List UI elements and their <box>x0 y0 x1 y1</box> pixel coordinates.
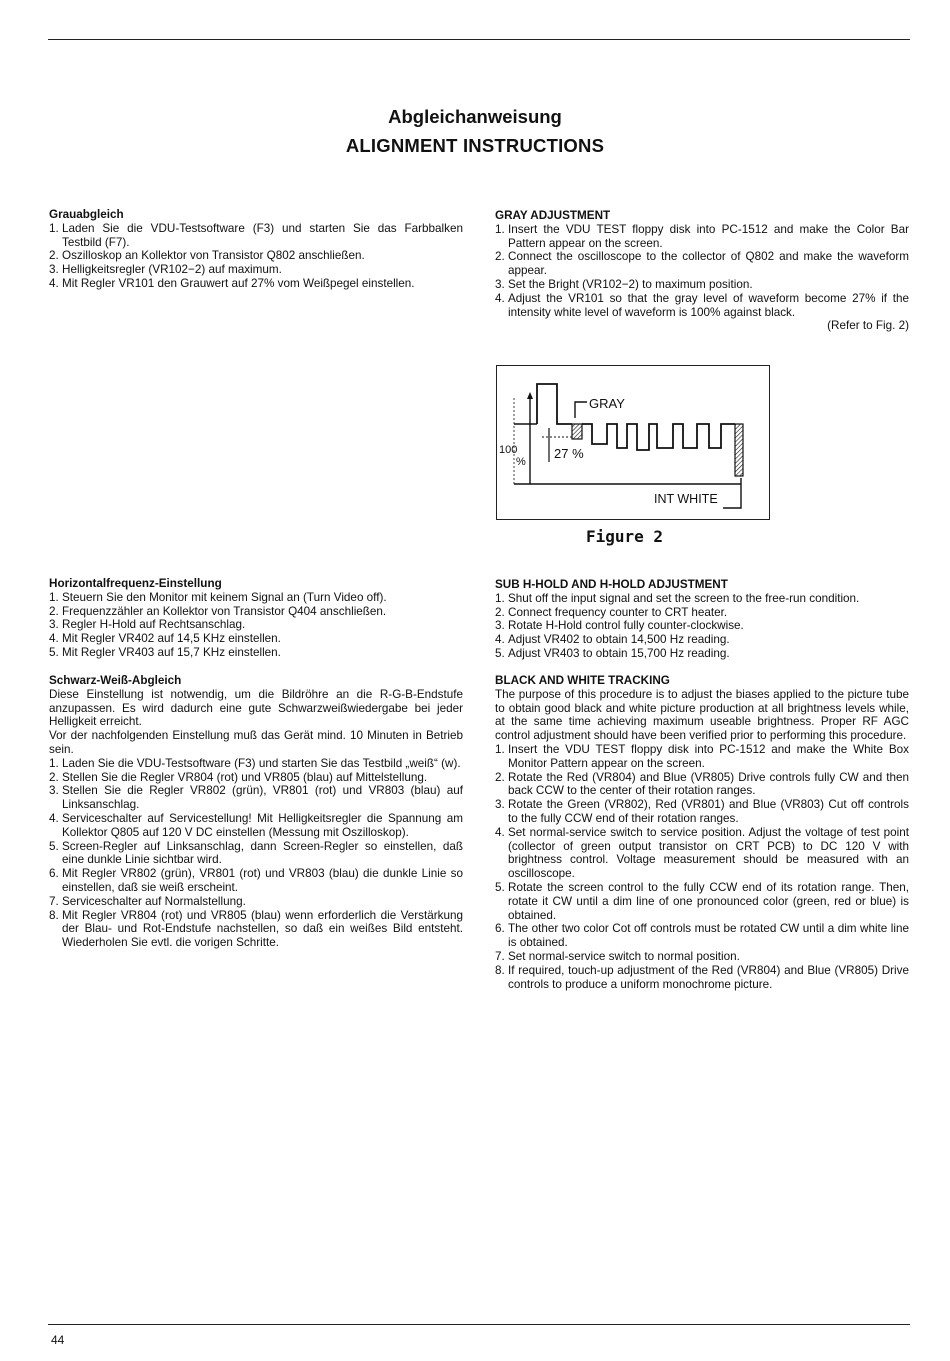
gray-label: GRAY <box>589 396 625 411</box>
list-item: 5. Adjust VR403 to obtain 15,700 Hz reading. <box>495 646 730 660</box>
list-item: 2. Connect frequency counter to CRT heater. <box>495 605 728 619</box>
section-sub-h-hold <box>495 578 909 661</box>
figure-reference: (Refer to Fig. 2) <box>827 319 909 333</box>
section-heading: BLACK AND WHITE TRACKING <box>495 674 670 687</box>
waveform-figure <box>496 365 770 520</box>
intro-paragraph: Vor der nachfolgenden Einstellung muß das Gerät mind. 10 Minuten in Betrieb sein. <box>49 729 463 756</box>
step-list <box>495 223 909 320</box>
list-item: 8. Mit Regler VR804 (rot) und VR805 (blau) wenn erforderlich die Verstärkung der Blau- und Rot-Endstufe nachstellen, so daß ein weißes Bild entsteht. Wiederholen Sie evtl. die vorigen Schritte. <box>49 908 463 950</box>
figure-caption: Figure 2 <box>586 527 664 546</box>
int-white-pulse <box>735 424 743 476</box>
list-item: 3. Stellen Sie die Regler VR802 (grün), VR801 (rot) und VR803 (blau) auf Linksanschlag. <box>49 784 463 812</box>
list-item: 1. Steuern Sie den Monitor mit keinem Signal an (Turn Video off). <box>49 590 387 604</box>
intro-paragraph: Diese Einstellung ist notwendig, um die Bildröhre an die R-G-B-Endstufe anzupassen. Es wird dadurch eine gute Schwarzweißwiedergabe bei jeder Helligkeit erreicht. <box>49 687 463 729</box>
list-item: 5. Mit Regler VR403 auf 15,7 KHz einstellen. <box>49 645 281 659</box>
section-schwarz-weiss <box>49 674 463 950</box>
list-item: 2. Stellen Sie die Regler VR804 (rot) und VR805 (blau) auf Mittelstellung. <box>49 770 428 784</box>
list-item: 3. Helligkeitsregler (VR102−2) auf maximum. <box>49 263 282 277</box>
intro-paragraph: The purpose of this procedure is to adjust the biases applied to the picture tube to obtain good black and white picture production at all brightness levels while, at the same time achieving maximum useable brightness. Proper RF AGC control adjustment should have been verified prior to performing this procedure. <box>495 687 909 743</box>
gray-bar <box>572 424 582 439</box>
list-item: 1. Laden Sie die VDU-Testsoftware (F3) und starten Sie das Farbbalken Testbild (F7). <box>49 221 463 249</box>
list-item: 3. Set the Bright (VR102−2) to maximum position. <box>495 277 753 291</box>
section-horizontalfrequenz <box>49 577 463 660</box>
page-title-english: ALIGNMENT INSTRUCTIONS <box>345 135 605 156</box>
list-item: 4. Set normal-service switch to service position. Adjust the voltage of test point (collector of green output transistor on CRT PCB) to DC 120 V with brightness control. Voltage measurement should be measured with an oscilloscope. <box>495 825 909 881</box>
waveform-diagram <box>497 366 769 519</box>
list-item: 1. Insert the VDU TEST floppy disk into PC-1512 and make the Color Bar Pattern appear on the screen. <box>495 222 909 250</box>
list-item: 2. Rotate the Red (VR804) and Blue (VR805) Drive controls fully CW and then back CCW to the center of their rotation ranges. <box>495 770 909 798</box>
section-heading: Horizontalfrequenz-Einstellung <box>49 577 222 590</box>
section-heading: GRAY ADJUSTMENT <box>495 209 611 222</box>
list-item: 6. The other two color Cot off controls must be rotated CW until a dim white line is obtained. <box>495 922 909 950</box>
list-item: 4. Mit Regler VR402 auf 14,5 KHz einstellen. <box>49 632 281 646</box>
section-heading: SUB H-HOLD AND H-HOLD ADJUSTMENT <box>495 578 728 591</box>
list-item: 3. Regler H-Hold auf Rechtsanschlag. <box>49 618 246 632</box>
page-number: 44 <box>51 1333 65 1347</box>
list-item: 4. Mit Regler VR101 den Grauwert auf 27% vom Weißpegel einstellen. <box>49 276 415 290</box>
list-item: 7. Set normal-service switch to normal position. <box>495 949 740 963</box>
section-gray-adjustment <box>495 209 909 333</box>
waveform-bars <box>582 424 735 450</box>
list-item: 3. Rotate the Green (VR802), Red (VR801) and Blue (VR803) Cut off controls to the fully CCW end of their rotation ranges. <box>495 798 909 825</box>
section-heading: Schwarz-Weiß-Abgleich <box>49 674 182 687</box>
list-item: 8. If required, touch-up adjustment of the Red (VR804) and Blue (VR805) Drive controls to produce a uniform monochrome picture. <box>495 963 909 991</box>
int-white-label: INT WHITE <box>654 492 718 506</box>
list-item: 2. Connect the oscilloscope to the collector of Q802 and make the waveform appear. <box>495 250 909 278</box>
step-list <box>495 592 909 661</box>
hundred-label: 100 <box>499 444 518 456</box>
list-item: 2. Frequenzzähler an Kollektor von Transistor Q404 anschließen. <box>49 604 387 618</box>
step-list <box>49 757 463 950</box>
list-item: 1. Insert the VDU TEST floppy disk into PC-1512 and make the White Box Monitor Pattern appear on the screen. <box>495 742 909 770</box>
list-item: 1. Shut off the input signal and set the screen to the free-run condition. <box>495 591 860 605</box>
list-item: 4. Adjust the VR101 so that the gray level of waveform become 27% if the intensity white level of waveform is 100% against black. <box>495 291 909 319</box>
list-item: 6. Mit Regler VR802 (grün), VR801 (rot) und VR803 (blau) die dunkle Linie so einstellen, daß sie weiß erscheint. <box>49 867 463 894</box>
bottom-rule <box>48 1324 910 1325</box>
step-list <box>495 743 909 991</box>
top-rule <box>48 39 910 40</box>
list-item: 4. Adjust VR402 to obtain 14,500 Hz reading. <box>495 633 730 647</box>
step-list <box>49 222 463 291</box>
list-item: 3. Rotate H-Hold control fully counter-clockwise. <box>495 619 744 633</box>
list-item: 1. Laden Sie die VDU-Testsoftware (F3) und starten Sie das Testbild „weiß“ (w). <box>49 756 461 770</box>
step-list <box>49 591 463 660</box>
twenty-seven-label: 27 % <box>554 446 584 461</box>
list-item: 7. Serviceschalter auf Normalstellung. <box>49 894 246 908</box>
list-item: 2. Oszilloskop an Kollektor von Transistor Q802 anschließen. <box>49 249 365 263</box>
section-black-white-tracking <box>495 674 909 991</box>
list-item: 5. Screen-Regler auf Linksanschlag, dann Screen-Regler so einstellen, daß eine dunkle Linie sichtbar wird. <box>49 839 463 867</box>
section-heading: Grauabgleich <box>49 208 124 221</box>
page-title-german: Abgleichanweisung <box>388 106 562 127</box>
sync-pulse <box>537 384 572 424</box>
list-item: 4. Serviceschalter auf Servicestellung! Mit Helligkeitsregler die Spannung am Kollektor Q805 auf 120 V DC einstellen (Messung mit Oszilloskop). <box>49 811 463 839</box>
percent-label: % <box>516 456 526 468</box>
list-item: 5. Rotate the screen control to the fully CCW end of its rotation range. Then, rotate it CW until a dim line of one pronounced color (green, red or blue) is obtained. <box>495 880 909 922</box>
section-grauabgleich <box>49 208 463 291</box>
